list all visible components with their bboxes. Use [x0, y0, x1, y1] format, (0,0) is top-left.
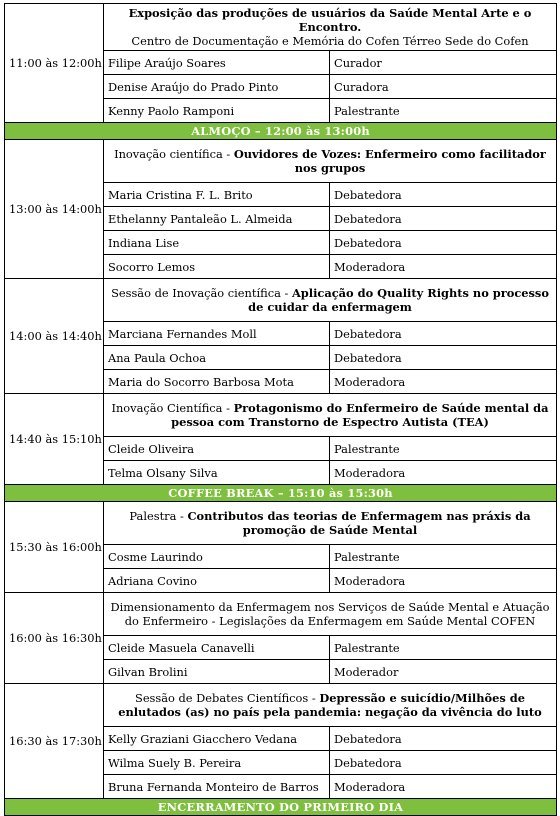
participant-role: Moderadora: [330, 370, 557, 394]
session-title-location: Centro de Documentação e Memória do Cofen Térreo Sede do Cofen: [131, 34, 529, 48]
participant-role: Palestrante: [330, 99, 557, 123]
session-title-prefix: Sessão de Debates Científicos -: [135, 691, 320, 705]
session-title-topic: Exposição das produções de usuários da Saúde Mental Arte e o Encontro.: [128, 6, 532, 34]
participant-name: Filipe Araújo Soares: [104, 51, 330, 75]
session-time: 13:00 às 14:00h: [5, 140, 104, 279]
schedule-body: [5, 4, 557, 816]
session-title-prefix: Sessão de Inovação científica -: [111, 286, 292, 300]
participant-name: Marciana Fernandes Moll: [104, 322, 330, 346]
session-title-prefix: Inovação científica -: [114, 147, 234, 161]
participant-role: Palestrante: [330, 545, 557, 569]
participant-role: Debatedora: [330, 207, 557, 231]
session-header-row: [5, 593, 557, 636]
session-time: 16:00 às 16:30h: [5, 593, 104, 684]
participant-name: Maria Cristina F. L. Brito: [104, 183, 330, 207]
participant-name: Adriana Covino: [104, 569, 330, 593]
participant-name: Bruna Fernanda Monteiro de Barros: [104, 775, 330, 799]
session-title-prefix: Dimensionamento da Enfermagem nos Serviços de Saúde Mental e Atuação do Enfermeiro - Legislações da Enfermagem em Saúde Mental COFEN: [110, 600, 550, 628]
session-title: [104, 394, 557, 437]
session-header-row: [5, 4, 557, 51]
break-separator-label: ALMOÇO – 12:00 às 13:00h: [5, 123, 557, 140]
break-separator-row: [5, 799, 557, 816]
participant-name: Socorro Lemos: [104, 255, 330, 279]
participant-role: Debatedora: [330, 346, 557, 370]
participant-name: Cleide Masuela Canavelli: [104, 636, 330, 660]
participant-name: Cleide Oliveira: [104, 437, 330, 461]
participant-role: Moderadora: [330, 255, 557, 279]
break-separator-label: ENCERRAMENTO DO PRIMEIRO DIA: [5, 799, 557, 816]
participant-role: Moderadora: [330, 461, 557, 485]
session-time: 11:00 às 12:00h: [5, 4, 104, 123]
session-time: 15:30 às 16:00h: [5, 502, 104, 593]
session-title-topic: Aplicação do Quality Rights no processo de cuidar da enfermagem: [248, 286, 549, 314]
participant-name: Kenny Paolo Ramponi: [104, 99, 330, 123]
participant-name: Cosme Laurindo: [104, 545, 330, 569]
session-header-row: [5, 394, 557, 437]
session-title-topic: Depressão e suicídio/Milhões de enlutados (as) no país pela pandemia: negação da vivência do luto: [118, 691, 542, 719]
participant-name: Maria do Socorro Barbosa Mota: [104, 370, 330, 394]
session-title: [104, 279, 557, 322]
session-title: [104, 684, 557, 727]
participant-role: Palestrante: [330, 437, 557, 461]
participant-role: Debatedora: [330, 231, 557, 255]
session-title-topic: Protagonismo do Enfermeiro de Saúde mental da pessoa com Transtorno de Espectro Autista (TEA): [171, 401, 549, 429]
session-title: [104, 502, 557, 545]
participant-name: Telma Olsany Silva: [104, 461, 330, 485]
session-title-prefix: Palestra -: [129, 509, 188, 523]
participant-name: Denise Araújo do Prado Pinto: [104, 75, 330, 99]
break-separator-row: [5, 485, 557, 502]
session-header-row: [5, 684, 557, 727]
session-title: [104, 140, 557, 183]
session-header-row: [5, 140, 557, 183]
session-title-topic: Contributos das teorias de Enfermagem nas práxis da promoção de Saúde Mental: [187, 509, 531, 537]
participant-name: Kelly Graziani Giacchero Vedana: [104, 727, 330, 751]
participant-role: Debatedora: [330, 322, 557, 346]
session-title-prefix: Inovação Científica -: [111, 401, 234, 415]
session-time: 14:40 às 15:10h: [5, 394, 104, 485]
break-separator-row: [5, 123, 557, 140]
participant-role: Moderadora: [330, 569, 557, 593]
participant-name: Indiana Lise: [104, 231, 330, 255]
participant-role: Curador: [330, 51, 557, 75]
participant-role: Debatedora: [330, 183, 557, 207]
session-title: [104, 593, 557, 636]
schedule-table: [4, 3, 557, 816]
participant-name: Ethelanny Pantaleão L. Almeida: [104, 207, 330, 231]
session-title: [104, 4, 557, 51]
participant-role: Moderador: [330, 660, 557, 684]
participant-role: Debatedora: [330, 727, 557, 751]
participant-role: Palestrante: [330, 636, 557, 660]
participant-role: Debatedora: [330, 751, 557, 775]
participant-role: Curadora: [330, 75, 557, 99]
participant-name: Wilma Suely B. Pereira: [104, 751, 330, 775]
session-time: 16:30 às 17:30h: [5, 684, 104, 799]
participant-name: Gilvan Brolini: [104, 660, 330, 684]
participant-role: Moderadora: [330, 775, 557, 799]
session-time: 14:00 às 14:40h: [5, 279, 104, 394]
break-separator-label: COFFEE BREAK – 15:10 às 15:30h: [5, 485, 557, 502]
participant-name: Ana Paula Ochoa: [104, 346, 330, 370]
session-title-topic: Ouvidores de Vozes: Enfermeiro como facilitador nos grupos: [233, 147, 546, 175]
session-header-row: [5, 502, 557, 545]
session-header-row: [5, 279, 557, 322]
